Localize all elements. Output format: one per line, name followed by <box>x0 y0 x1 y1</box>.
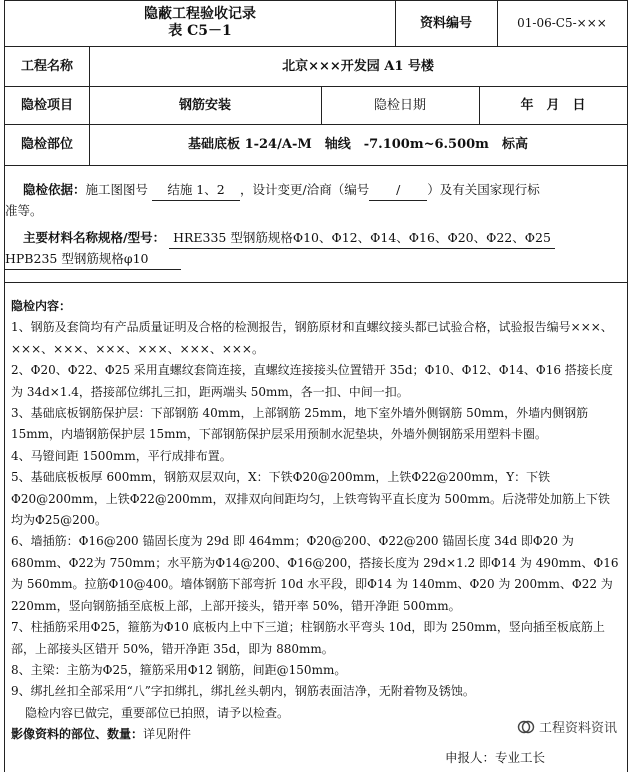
acceptance-form <box>4 0 628 772</box>
content-item-7: 7、柱插筋采用Φ25，箍筋为Φ10 底板内上中下三道；柱钢筋水平弯头 10d，即为 250mm，竖向插至板底筋上部，上部接头区错开 50%，错开净距 35d，即为 880mm。 <box>11 620 605 656</box>
part-value: 基础底板 1-24/A-M 轴线 -7.100m~6.500m 标高 <box>188 137 528 152</box>
content-item-6: 6、墙插筋：Φ16@200 锚固长度为 29d 即 464mm；Φ20@200、Φ22@200 锚固长度 34d 即Φ20 为 680mm、Φ22为 750mm；水平筋为Φ14@200、Φ16@200，搭接长度为 29d×1.2 即Φ14 为 490mm、Φ16 为 560mm。拉筋Φ10@400。墙体钢筋下部弯折 10d 水平段，即Φ14 为 140mm、Φ20 为 200mm、Φ22 为 220mm，竖向钢筋插至底板上部，上部开接头，错开率 50%，错开净距 500mm。 <box>11 534 619 613</box>
project-value: 北京×××开发园 A1 号楼 <box>282 58 434 74</box>
code-label: 资料编号 <box>419 15 472 31</box>
basis-text3: ）及有关国家现行标 <box>427 182 540 197</box>
content-item-5: 5、基础底板板厚 600mm，钢筋双层双向，X：下铁Φ20@200mm，上铁Φ22@200mm，Y：下铁Φ20@200mm，上铁Φ22@200mm，双排双向间距均匀，上铁弯钩平直长度为 500mm。后浇带处加筋上下铁均为Φ25@200。 <box>11 470 611 528</box>
reporter-label: 申报人： <box>445 750 496 765</box>
basis-text2: ，设计变更/洽商（编号 <box>240 182 370 197</box>
change-number: / <box>369 180 427 201</box>
date-label: 隐检日期 <box>373 97 426 113</box>
content-item-8: 8、主梁：主筋为Φ25，箍筋采用Φ12 钢筋，间距@150mm。 <box>11 662 347 677</box>
inspection-content <box>11 296 621 746</box>
content-label: 隐检内容： <box>11 299 72 313</box>
content-item-3: 3、基础底板钢筋保护层：下部钢筋 40mm，上部钢筋 25mm，地下室外墙外侧钢筋 50mm，外墙内侧钢筋 15mm，内墙钢筋保护层 15mm，下部钢筋保护层采用预制水泥垫块，外墙外侧钢筋采用塑料卡圈。 <box>11 406 589 442</box>
reporter <box>445 748 545 766</box>
drawing-number: 结施 1、2 <box>152 180 240 201</box>
content-item-1: 1、钢筋及套筒均有产品质量证明及合格的检测报告，钢筋原材和直螺纹接头都已试验合格，试验报告编号×××、×××、×××、×××、×××、×××、×××。 <box>11 320 613 356</box>
wechat-official-account-icon <box>517 719 535 735</box>
project-label: 工程名称 <box>20 58 73 74</box>
basis-label: 隐检依据： <box>23 182 86 197</box>
watermark <box>517 717 617 736</box>
materials-line1: HRE335 型钢筋规格Φ10、Φ12、Φ14、Φ16、Φ20、Φ22、Φ25 <box>169 228 555 249</box>
form-title-line2: 表 C5－1 <box>168 23 232 39</box>
item-value: 钢筋安装 <box>178 97 231 113</box>
watermark-text: 工程资料资讯 <box>538 721 617 736</box>
basis-text1: 施工图图号 <box>85 182 149 197</box>
code-value: 01-06-C5-××× <box>517 15 607 30</box>
materials-section <box>5 228 621 270</box>
reporter-value: 专业工长 <box>495 750 546 765</box>
image-info-label: 影像资料的部位、数量： <box>11 727 144 742</box>
item-label: 隐检项目 <box>20 97 73 113</box>
materials-label: 主要材料名称规格/型号： <box>23 230 166 245</box>
content-item-9: 9、绑扎丝扣全部采用“八”字扣绑扎，绑扎丝头朝内，钢筋表面洁净，无附着物及锈蚀。 <box>11 684 475 699</box>
content-closing: 隐检内容已做完，重要部位已拍照，请予以检查。 <box>25 705 290 720</box>
content-item-4: 4、马镫间距 1500mm，平行成排布置。 <box>11 448 232 463</box>
part-label: 隐检部位 <box>20 137 73 152</box>
form-title <box>5 0 395 46</box>
content-item-2: 2、Φ20、Φ22、Φ25 采用直螺纹套筒连接，直螺纹连接接头位置错开 35d；Φ10、Φ12、Φ14、Φ16 搭接长度为 34d×1.4，搭接部位绑扎三扣，距两端头 50mm，各一扣、中间一扣。 <box>11 363 613 399</box>
image-info-value: 详见附件 <box>143 727 192 742</box>
date-value: 年 月 日 <box>520 97 586 113</box>
form-title-line1: 隐蔽工程验收记录 <box>144 6 256 22</box>
basis-section <box>5 180 621 221</box>
basis-text4: 准等。 <box>5 203 43 218</box>
materials-line2: HPB235 型钢筋规格φ10 <box>5 249 181 270</box>
